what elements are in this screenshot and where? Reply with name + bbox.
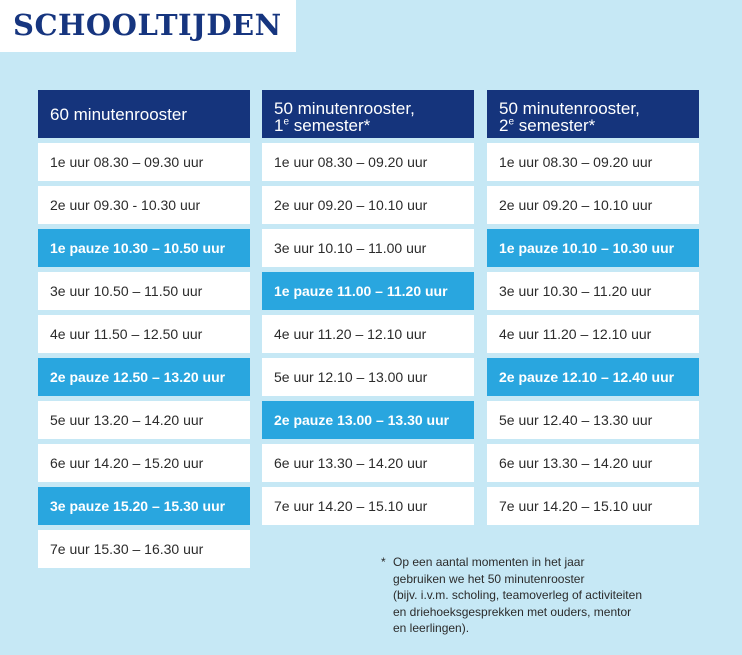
- column-header-line1: 50 minutenrooster,: [499, 99, 640, 118]
- lesson-row: 5e uur 12.40 – 13.30 uur: [487, 401, 699, 439]
- lesson-row: 7e uur 14.20 – 15.10 uur: [487, 487, 699, 525]
- lesson-row: 1e uur 08.30 – 09.30 uur: [38, 143, 250, 181]
- lesson-row: 2e uur 09.30 - 10.30 uur: [38, 186, 250, 224]
- lesson-row: 7e uur 15.30 – 16.30 uur: [38, 530, 250, 568]
- column-header: [487, 90, 699, 138]
- row-list: [487, 143, 699, 525]
- lesson-row: 1e uur 08.30 – 09.20 uur: [487, 143, 699, 181]
- lesson-row: 1e uur 08.30 – 09.20 uur: [262, 143, 474, 181]
- lesson-row: 3e uur 10.50 – 11.50 uur: [38, 272, 250, 310]
- lesson-row: 6e uur 13.30 – 14.20 uur: [487, 444, 699, 482]
- lesson-row: 2e uur 09.20 – 10.10 uur: [262, 186, 474, 224]
- lesson-row: 6e uur 13.30 – 14.20 uur: [262, 444, 474, 482]
- pause-row: 2e pauze 12.10 – 12.40 uur: [487, 358, 699, 396]
- column-header-line2: [274, 117, 474, 134]
- row-list: [262, 143, 474, 525]
- lesson-row: 6e uur 14.20 – 15.20 uur: [38, 444, 250, 482]
- pause-row: 1e pauze 10.10 – 10.30 uur: [487, 229, 699, 267]
- column-header: [38, 90, 250, 138]
- lesson-row: 5e uur 12.10 – 13.00 uur: [262, 358, 474, 396]
- pause-row: 2e pauze 12.50 – 13.20 uur: [38, 358, 250, 396]
- column-header-line2: [499, 117, 699, 134]
- column-header-line1: 60 minutenrooster: [50, 104, 188, 124]
- semester-number: 1: [274, 116, 284, 135]
- pause-row: 3e pauze 15.20 – 15.30 uur: [38, 487, 250, 525]
- semester-label: semester*: [514, 116, 596, 135]
- lesson-row: 2e uur 09.20 – 10.10 uur: [487, 186, 699, 224]
- page-title: SCHOOLTIJDEN: [13, 8, 282, 42]
- semester-label: semester*: [289, 116, 371, 135]
- semester-number: 2: [499, 116, 509, 135]
- lesson-row: 4e uur 11.50 – 12.50 uur: [38, 315, 250, 353]
- footnote-text: Op een aantal momenten in het jaar gebruiken we het 50 minutenrooster (bijv. i.v.m. scholing, teamoverleg of activiteiten en driehoeksgesprekken met ouders, mentor en leerlingen).: [393, 555, 642, 636]
- lesson-row: 3e uur 10.30 – 11.20 uur: [487, 272, 699, 310]
- lesson-row: 7e uur 14.20 – 15.10 uur: [262, 487, 474, 525]
- pause-row: 1e pauze 10.30 – 10.50 uur: [38, 229, 250, 267]
- lesson-row: 5e uur 13.20 – 14.20 uur: [38, 401, 250, 439]
- footnote: [381, 554, 701, 637]
- lesson-row: 4e uur 11.20 – 12.10 uur: [262, 315, 474, 353]
- lesson-row: 3e uur 10.10 – 11.00 uur: [262, 229, 474, 267]
- lesson-row: 4e uur 11.20 – 12.10 uur: [487, 315, 699, 353]
- semester-ordinal: e: [283, 116, 290, 128]
- footnote-marker: *: [381, 555, 386, 569]
- schedule-column-50-sem2: [487, 90, 699, 525]
- semester-ordinal: e: [508, 116, 515, 128]
- column-header-line1: 50 minutenrooster,: [274, 99, 415, 118]
- title-box: [0, 0, 296, 52]
- schedule-column-50-sem1: [262, 90, 474, 525]
- row-list: [38, 143, 250, 568]
- pause-row: 2e pauze 13.00 – 13.30 uur: [262, 401, 474, 439]
- schedule-column-60: [38, 90, 250, 568]
- pause-row: 1e pauze 11.00 – 11.20 uur: [262, 272, 474, 310]
- column-header: [262, 90, 474, 138]
